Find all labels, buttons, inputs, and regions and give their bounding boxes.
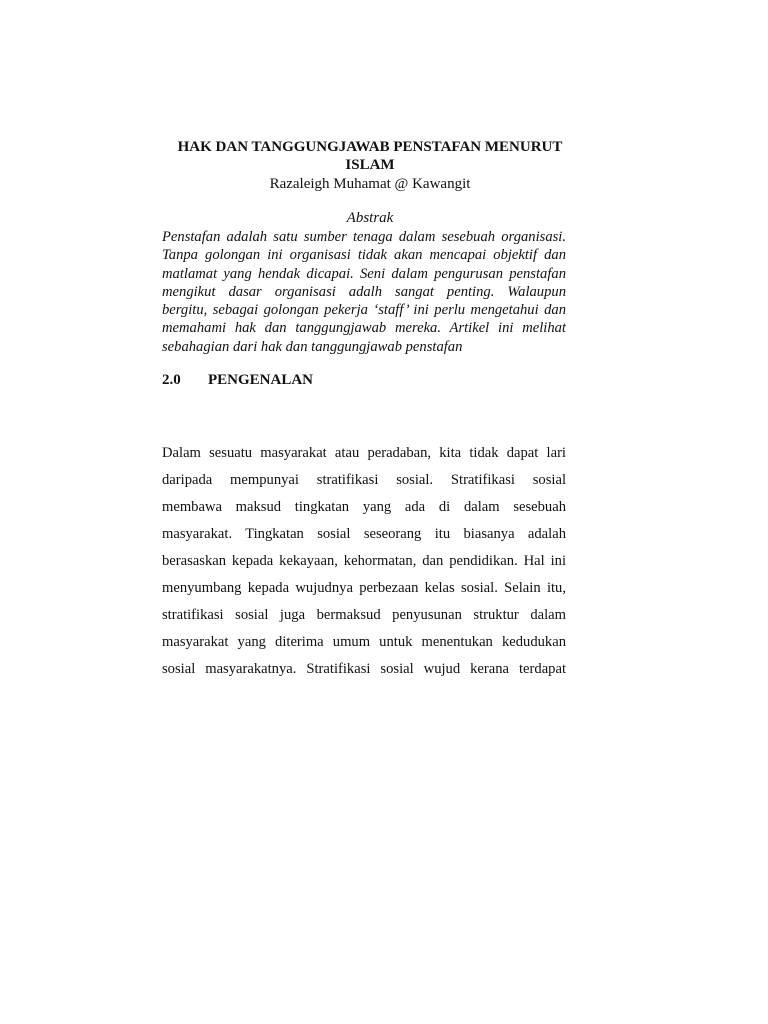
body-line: sosial masyarakatnya. Stratifikasi sosial wujud kerana terdapat xyxy=(162,661,566,677)
body-line: membawa maksud tingkatan yang ada di dalam sesebuah xyxy=(162,499,566,515)
abstract-line: bergitu, sebagai golongan pekerja ‘staff’ ini perlu mengetahui dan xyxy=(162,302,566,319)
abstract-heading: Abstrak xyxy=(346,210,394,226)
author-name: Razaleigh Muhamat @ Kawangit xyxy=(269,176,471,192)
body-line: masyarakat yang diterima umum untuk menentukan kedudukan xyxy=(162,634,566,650)
document-title xyxy=(160,138,580,174)
body-line: Dalam sesuatu masyarakat atau peradaban, kita tidak dapat lari xyxy=(162,445,566,461)
abstract-line: memahami hak dan tanggungjawab mereka. Artikel ini melihat xyxy=(162,320,566,337)
body-paragraph xyxy=(162,440,566,683)
abstract-line: Tanpa golongan ini organisasi tidak akan mencapai objektif dan xyxy=(162,247,566,264)
abstract-body xyxy=(162,228,566,356)
title-line: ISLAM xyxy=(345,157,395,173)
title-line: HAK DAN TANGGUNGJAWAB PENSTAFAN MENURUT xyxy=(177,139,563,155)
abstract-line: sebahagian dari hak dan tanggungjawab penstafan xyxy=(162,338,463,355)
body-line: daripada mempunyai stratifikasi sosial. Stratifikasi sosial xyxy=(162,472,566,488)
abstract-line: matlamat yang hendak dicapai. Seni dalam pengurusan penstafan xyxy=(162,265,566,282)
section-number: 2.0 xyxy=(162,372,181,388)
abstract-line: mengikut dasar organisasi adalh sangat penting. Walaupun xyxy=(162,283,566,300)
section-heading xyxy=(162,371,313,389)
body-line: stratifikasi sosial juga bermaksud penyusunan struktur dalam xyxy=(162,607,566,623)
body-line: masyarakat. Tingkatan sosial seseorang itu biasanya adalah xyxy=(162,526,566,542)
section-title: PENGENALAN xyxy=(208,372,314,388)
body-line: berasaskan kepada kekayaan, kehormatan, dan pendidikan. Hal ini xyxy=(162,553,566,569)
abstract-line: Penstafan adalah satu sumber tenaga dalam sesebuah organisasi. xyxy=(162,229,566,245)
body-line: menyumbang kepada wujudnya perbezaan kelas sosial. Selain itu, xyxy=(162,580,566,596)
